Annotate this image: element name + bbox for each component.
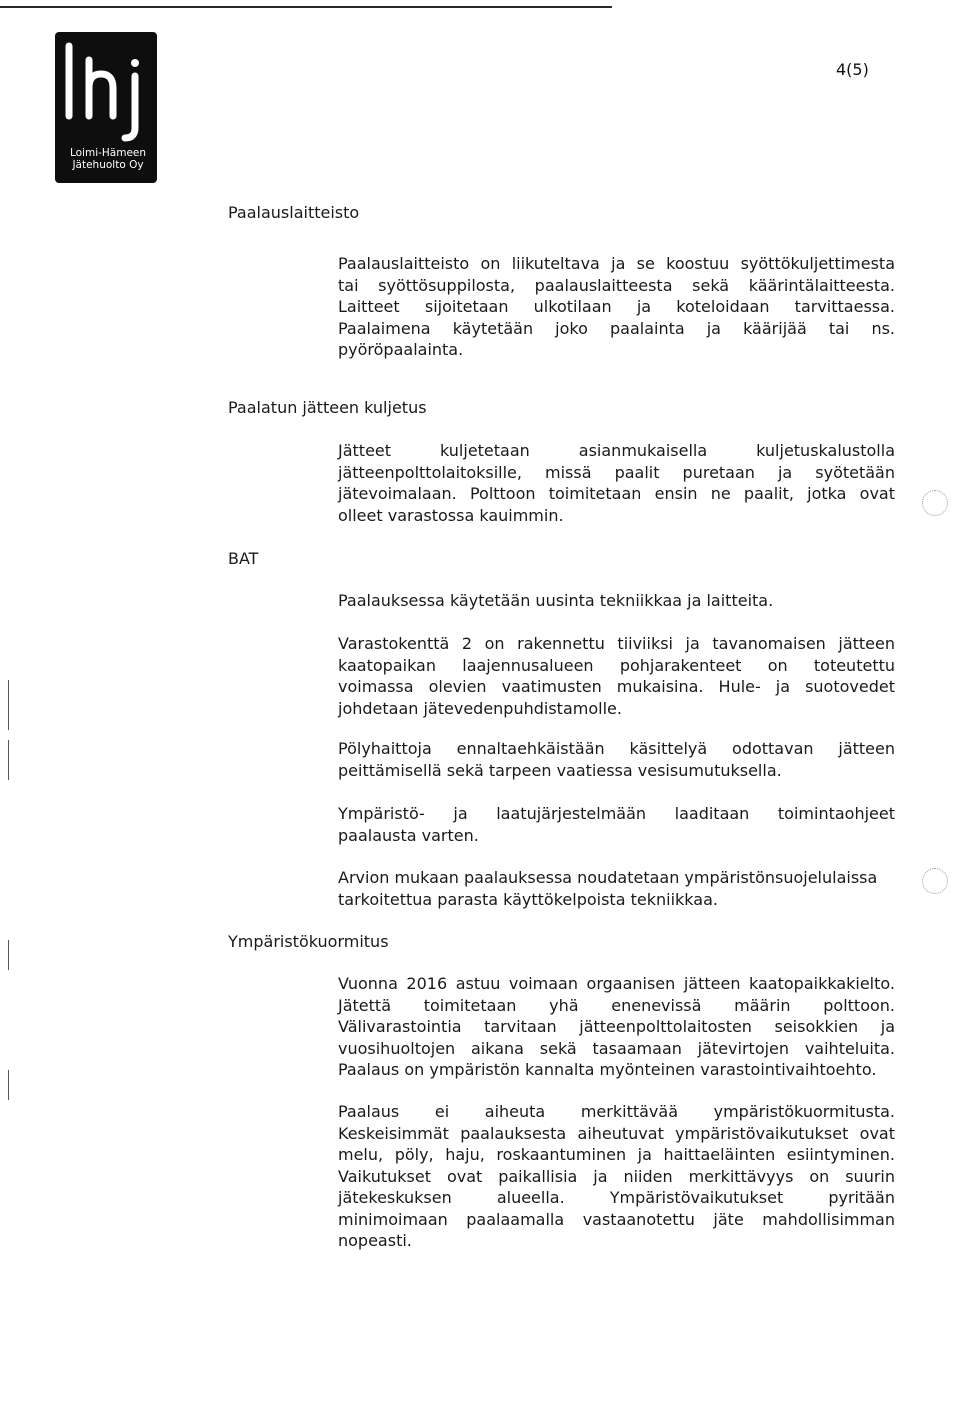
- top-border-line: [0, 6, 612, 8]
- text-line: melu, pöly, haju, roskaantuminen ja haittaeläinten esiintyminen.: [338, 1145, 895, 1164]
- text-line: Arvion mukaan paalauksessa noudatetaan ympäristönsuojelulaissa: [338, 868, 878, 887]
- text-line: Paalauksessa käytetään uusinta tekniikkaa ja laitteita.: [338, 591, 774, 610]
- text-line: jätevoimalaan. Polttoon toimitetaan ensin ne paalit, jotka ovat: [338, 484, 895, 503]
- punch-hole-mark: [922, 868, 948, 894]
- text-line: tai syöttösuppilosta, paalauslaitteesta sekä käärintälaitteesta.: [338, 275, 895, 295]
- paragraph-kuljetus: [338, 440, 895, 526]
- section-heading-kuljetus: Paalatun jätteen kuljetus: [228, 398, 427, 417]
- paragraph-ymparistokuormitus-2: [338, 1101, 895, 1252]
- section-heading-bat: BAT: [228, 549, 259, 568]
- text-line: paalausta varten.: [338, 825, 479, 845]
- text-line: tarkoitettua parasta käyttökelpoista tekniikkaa.: [338, 889, 718, 909]
- text-line: peittämisellä sekä tarpeen vaatiessa vesisumutuksella.: [338, 760, 782, 780]
- text-line: vuosihuoltojen aikana sekä tasaamaan jätevirtojen vaihteluita.: [338, 1038, 895, 1058]
- scan-margin-mark: [8, 680, 9, 730]
- punch-hole-mark: [922, 490, 948, 516]
- section-heading-paalauslaitteisto: Paalauslaitteisto: [228, 203, 360, 222]
- text-line: olleet varastossa kauimmin.: [338, 505, 564, 525]
- logo-name-line: Jätehuolto Oy: [72, 159, 144, 171]
- text-line: Ympäristö- ja laatujärjestelmään laaditaan toimintaohjeet: [338, 804, 895, 823]
- section-heading-ymparistokuormitus: Ympäristökuormitus: [228, 932, 389, 951]
- text-line: voimassa olevien vaatimusten mukaisina. Hule- ja suotovedet: [338, 677, 895, 696]
- scan-margin-mark: [8, 1070, 9, 1100]
- page-number: 4(5): [836, 60, 869, 79]
- paragraph-bat-5: [338, 867, 895, 910]
- text-line: Paalaus on ympäristön kannalta myönteinen varastointivaihtoehto.: [338, 1060, 877, 1079]
- text-line: Laitteet sijoitetaan ulkotilaan ja koteloidaan tarvittaessa.: [338, 297, 895, 316]
- text-line: Paalaimena käytetään joko paalainta ja käärijää tai ns.: [338, 318, 895, 338]
- paragraph-bat-2: [338, 633, 895, 719]
- paragraph-bat-1: [338, 590, 895, 612]
- text-line: Jätettä toimitetaan yhä enenevissä määrin polttoon.: [338, 995, 895, 1015]
- text-line: jätekeskuksen alueella. Ympäristövaikutukset pyritään: [338, 1188, 895, 1207]
- text-line: Varastokenttä 2 on rakennettu tiiviiksi ja tavanomaisen jätteen: [338, 634, 895, 653]
- text-line: Välivarastointia tarvitaan jätteenpolttolaitosten seisokkien ja: [338, 1017, 895, 1036]
- text-line: Vaikutukset ovat paikallisia ja niiden merkittävyys on suurin: [338, 1166, 895, 1186]
- paragraph-paalauslaitteisto: [338, 253, 895, 361]
- lhj-logo-mark: [55, 32, 157, 144]
- scan-margin-mark: [8, 940, 9, 970]
- text-line: Pölyhaittoja ennaltaehkäistään käsittelyä odottavan jätteen: [338, 739, 895, 758]
- text-line: jätteenpolttolaitoksille, missä paalit puretaan ja syötetään: [338, 462, 895, 482]
- text-line: johdetaan jätevedenpuhdistamolle.: [338, 698, 622, 718]
- text-line: Paalauslaitteisto on liikuteltava ja se koostuu syöttökuljettimesta: [338, 254, 895, 273]
- text-line: nopeasti.: [338, 1231, 412, 1250]
- logo-company-name: [63, 147, 153, 171]
- text-line: Jätteet kuljetetaan asianmukaisella kuljetuskalustolla: [338, 441, 895, 460]
- text-line: Keskeisimmät paalauksesta aiheutuvat ympäristövaikutukset ovat: [338, 1123, 895, 1143]
- text-line: Vuonna 2016 astuu voimaan orgaanisen jätteen kaatopaikkakielto.: [338, 974, 895, 993]
- text-line: kaatopaikan laajennusalueen pohjarakenteet on toteutettu: [338, 655, 895, 675]
- company-logo: [55, 32, 157, 183]
- text-line: minimoimaan paalaamalla vastaanotettu jäte mahdollisimman: [338, 1209, 895, 1229]
- paragraph-bat-4: [338, 803, 895, 846]
- text-line: Paalaus ei aiheuta merkittävää ympäristökuormitusta.: [338, 1102, 895, 1121]
- scan-margin-mark: [8, 740, 9, 780]
- text-line: pyöröpaalainta.: [338, 340, 464, 359]
- paragraph-ymparistokuormitus-1: [338, 973, 895, 1081]
- logo-name-line: Loimi-Hämeen: [69, 147, 147, 159]
- paragraph-bat-3: [338, 738, 895, 781]
